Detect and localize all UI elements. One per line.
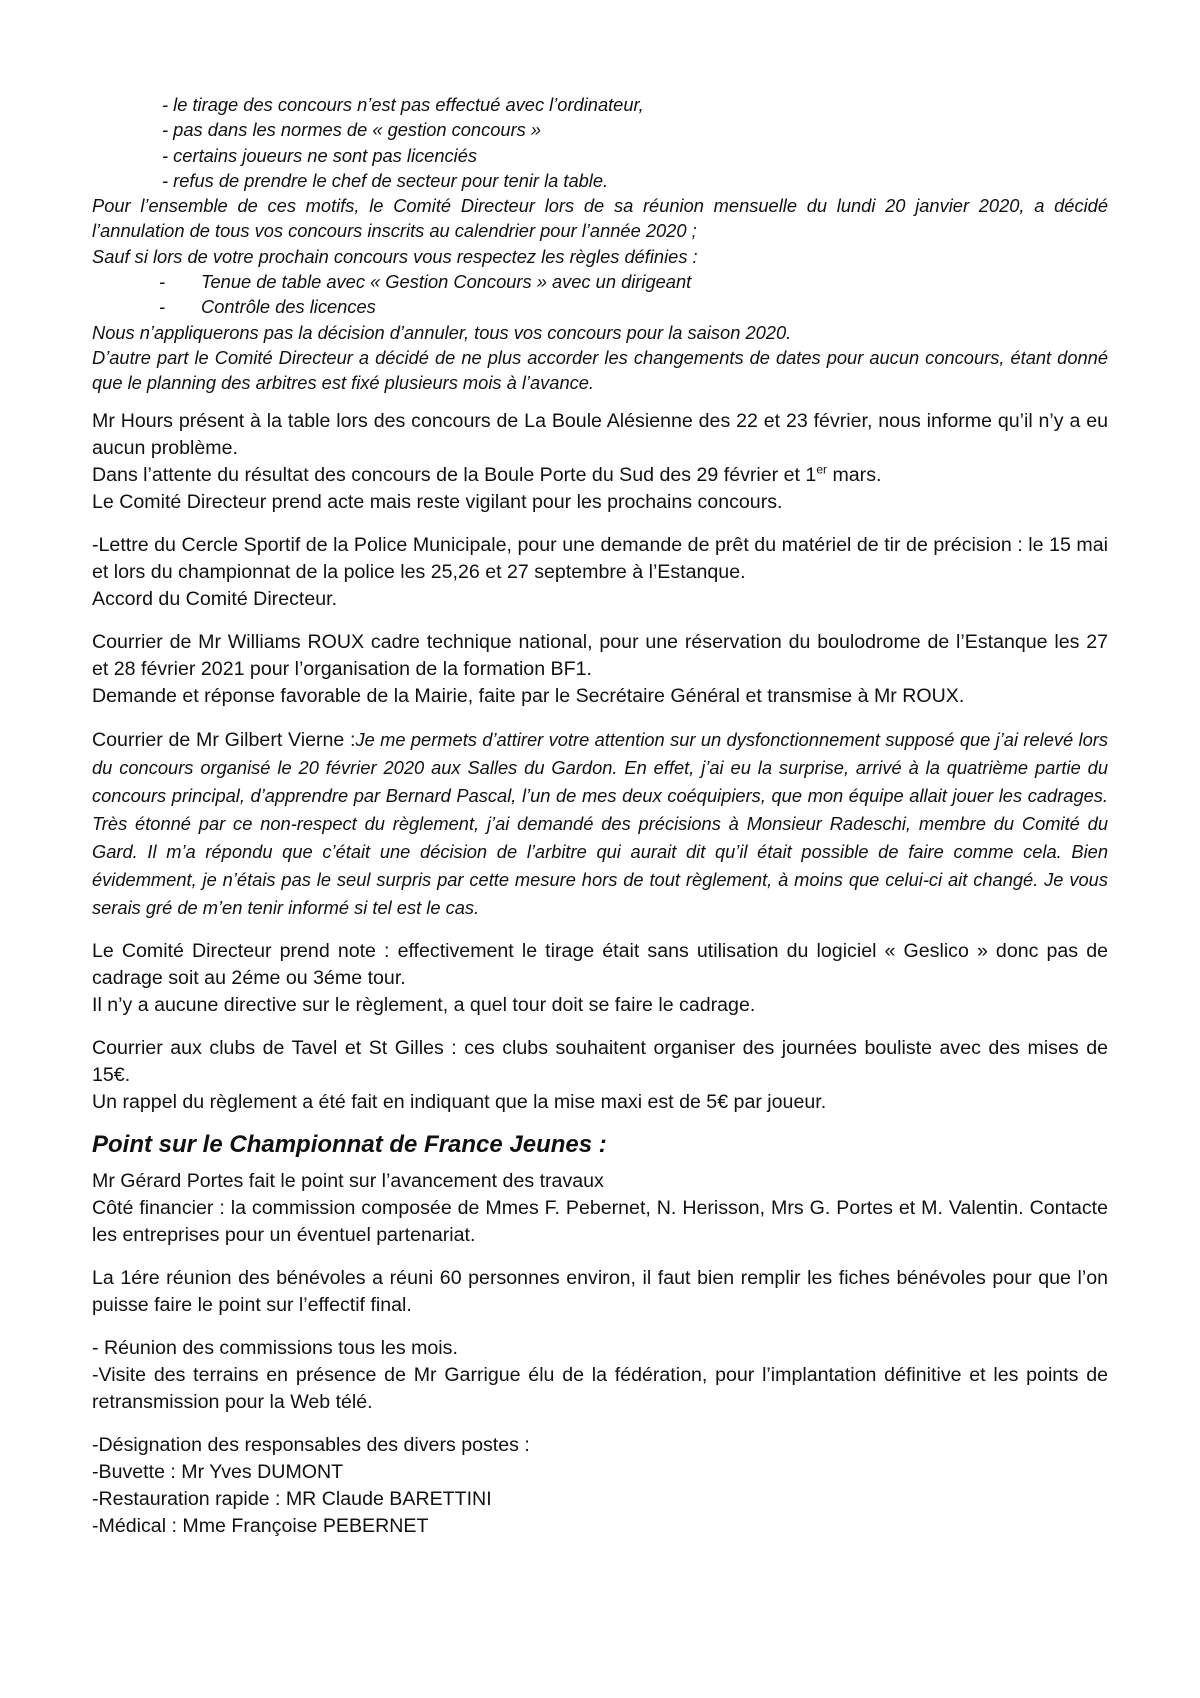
paragraph: -Visite des terrains en présence de Mr Garrigue élu de la fédération, pour l’implantation définitive et les points de retransmission pour la Web télé. — [92, 1363, 1108, 1413]
document-page — [92, 92, 1108, 1540]
paragraph: Un rappel du règlement a été fait en indiquant que la mise maxi est de 5€ par joueur. — [92, 1090, 827, 1113]
section-police — [92, 532, 1108, 613]
paragraph: Il n’y a aucune directive sur le règlement, a quel tour doit se faire le cadrage. — [92, 993, 756, 1016]
list-item — [92, 294, 1108, 319]
paragraph: Demande et réponse favorable de la Mairie, faite par le Secrétaire Général et transmise à Mr ROUX. — [92, 684, 965, 707]
paragraph: Dans l’attente du résultat des concours de la Boule Porte du Sud des 29 février et 1er mars. — [92, 462, 882, 486]
paragraph-nous: Nous n’appliquerons pas la décision d’annuler, tous vos concours pour la saison 2020. — [92, 321, 792, 343]
paragraph: - Réunion des commissions tous les mois. — [92, 1336, 458, 1359]
paragraph: Courrier aux clubs de Tavel et St Gilles : ces clubs souhaitent organiser des journées bouliste avec des mises de 15€. — [92, 1036, 1108, 1086]
paragraph: Mr Gérard Portes fait le point sur l’avancement des travaux — [92, 1169, 604, 1192]
section-vierne — [92, 726, 1108, 922]
list-item: -Buvette : Mr Yves DUMONT — [92, 1460, 344, 1483]
paragraph: Le Comité Directeur prend acte mais reste vigilant pour les prochains concours. — [92, 490, 783, 513]
paragraph: Côté financier : la commission composée de Mmes F. Pebernet, N. Herisson, Mrs G. Portes et M. Valentin. Contacte les entreprises pour un éventuel partenariat. — [92, 1196, 1108, 1246]
section-heading: Point sur le Championnat de France Jeunes : — [92, 1130, 607, 1158]
paragraph: -Lettre du Cercle Sportif de la Police Municipale, pour une demande de prêt du matériel de tir de précision : le 15 mai et lors du championnat de la police les 25,26 et 27 septembre à l’Estanque. — [92, 533, 1108, 583]
bullet-list-reasons — [92, 92, 1108, 396]
paragraph-autre: D’autre part le Comité Directeur a décidé de ne plus accorder les changements de dates pour aucun concours, étant donné que le planning des arbitres est fixé plusieurs mois à l’avance. — [92, 346, 1108, 394]
section-roux — [92, 629, 1108, 710]
section-portes — [92, 1168, 1108, 1249]
list-item: - certains joueurs ne sont pas licenciés — [162, 144, 478, 166]
paragraph: Le Comité Directeur prend note : effectivement le tirage était sans utilisation du logiciel « Geslico » donc pas de cadrage soit au 2éme ou 3éme tour. — [92, 939, 1108, 989]
dash-marker: - — [159, 296, 166, 318]
dash-marker: - — [159, 271, 166, 293]
section-hours — [92, 408, 1108, 516]
paragraph-motifs: Pour l’ensemble de ces motifs, le Comité Directeur lors de sa réunion mensuelle du lundi 20 janvier 2020, a décidé l’annulation de tous vos concours inscrits au calendrier pour l’année 2020 ; — [92, 195, 1108, 242]
list-item: -Désignation des responsables des divers postes : — [92, 1433, 530, 1456]
paragraph-benevoles: La 1ére réunion des bénévoles a réuni 60 personnes environ, il faut bien remplir les fiches bénévoles pour que l’on puisse faire le point sur l’effectif final. — [92, 1266, 1108, 1316]
letter-lead: Courrier de Mr Gilbert Vierne : — [92, 728, 356, 751]
list-item-text: Tenue de table avec « Gestion Concours » avec un dirigeant — [201, 271, 692, 293]
paragraph: Mr Hours présent à la table lors des concours de La Boule Alésienne des 22 et 23 février, nous informe qu’il n’y a eu aucun problème. — [92, 409, 1108, 459]
letter-quote: Je me permets d’attirer votre attention sur un dysfonctionnement supposé que j’ai relevé lors du concours organisé le 20 février 2020 aux Salles du Gardon. En effet, j’ai eu la surprise, arrivé à la quatrième partie du concours principal, d’apprendre par Bernard Pascal, l’un de mes deux coéquipiers, que mon équipe allait jouer les cadrages. Très étonné par ce non-respect du règlement, j’ai demandé des précisions à Monsieur Radeschi, membre du Comité du Gard. Il m’a répondu que c’était une décision de l’arbitre qui aurait dit qu’il était possible de faire comme cela. Bien évidemment, je n’étais pas le seul surpris par cette mesure hors de tout règlement, à moins que celui-ci ait changé. Je vous serais gré de m’en tenir informé si tel est le cas. — [92, 728, 1108, 918]
paragraph-sauf: Sauf si lors de votre prochain concours vous respectez les règles définies : — [92, 245, 698, 267]
paragraph: Accord du Comité Directeur. — [92, 587, 338, 610]
list-item: -Médical : Mme Françoise PEBERNET — [92, 1514, 429, 1537]
section-postes — [92, 1432, 1108, 1540]
section-tavel — [92, 1035, 1108, 1116]
section-reunion — [92, 1335, 1108, 1416]
list-item: - pas dans les normes de « gestion concours » — [162, 119, 542, 141]
list-item: - refus de prendre le chef de secteur pour tenir la table. — [162, 169, 609, 191]
list-item-text: Contrôle des licences — [201, 296, 376, 318]
paragraph: Courrier de Mr Williams ROUX cadre technique national, pour une réservation du boulodrome de l’Estanque les 27 et 28 février 2021 pour l’organisation de la formation BF1. — [92, 630, 1108, 680]
list-item: -Restauration rapide : MR Claude BARETTINI — [92, 1487, 492, 1510]
section-geslico — [92, 938, 1108, 1019]
list-item: - le tirage des concours n’est pas effectué avec l’ordinateur, — [162, 94, 644, 115]
list-item — [92, 269, 1108, 294]
